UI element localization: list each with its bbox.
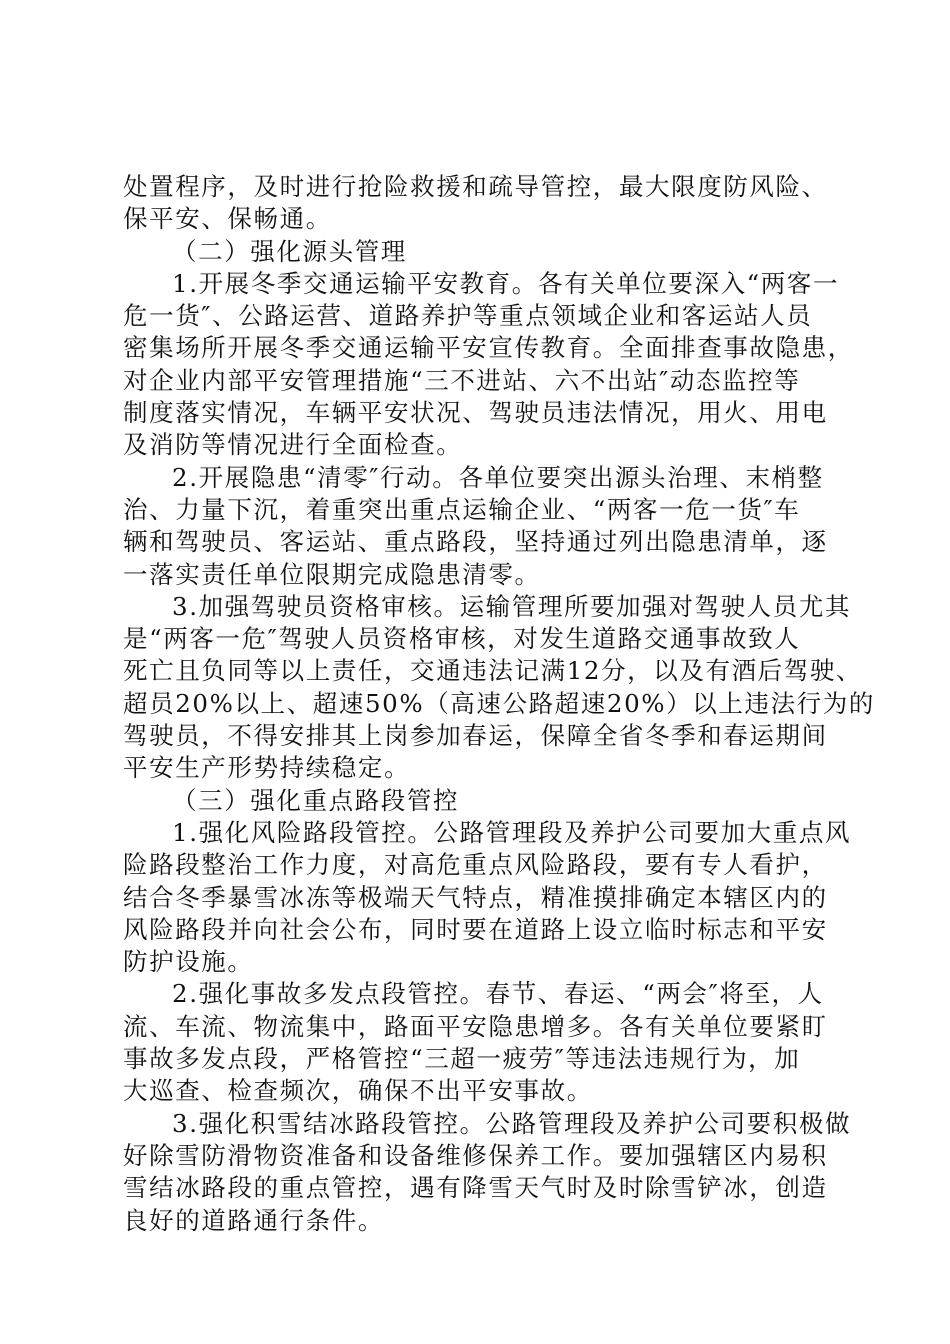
paragraph-line: 一落实责任单位限期完成隐患清零。 xyxy=(123,559,541,589)
paragraph-line: 死亡且负同等以上责任，交通违法记满12分，以及有酒后驾驶、 xyxy=(123,656,863,686)
paragraph-line: 平安生产形势持续稳定。 xyxy=(123,753,411,783)
paragraph-line: 及消防等情况进行全面检查。 xyxy=(123,430,463,460)
paragraph-line: 险路段整治工作力度，对高危重点风险路段，要有专人看护， xyxy=(123,850,828,880)
document-body xyxy=(123,171,875,1237)
paragraph-line: 风险路段并向社会公布，同时要在道路上设立临时标志和平安 xyxy=(123,914,828,944)
paragraph-line: 对企业内部平安管理措施“三不进站、六不出站″动态监控等 xyxy=(123,365,801,395)
paragraph-line: 大巡查、检查频次，确保不出平安事故。 xyxy=(123,1076,593,1106)
paragraph-line: 2.开展隐患“清零″行动。各单位要突出源头治理、末梢整 xyxy=(172,462,824,492)
paragraph-line: 3.强化积雪结冰路段管控。公路管理段及养护公司要积极做 xyxy=(172,1108,852,1138)
paragraph-line: 雪结冰路段的重点管控，遇有降雪天气时及时除雪铲冰，创造 xyxy=(123,1173,828,1203)
paragraph-line: 密集场所开展冬季交通运输平安宣传教育。全面排查事故隐患， xyxy=(123,333,854,363)
paragraph-line: 是“两客一危″驾驶人员资格审核，对发生道路交通事故致人 xyxy=(123,624,801,654)
paragraph-line: 危一货″、公路运营、道路养护等重点领域企业和客运站人员 xyxy=(123,301,813,331)
section-heading: （三）强化重点路段管控 xyxy=(172,785,460,815)
paragraph-line: 好除雪防滑物资准备和设备维修保养工作。要加强辖区内易积 xyxy=(123,1140,828,1170)
paragraph-line: 保平安、保畅通。 xyxy=(123,204,332,234)
paragraph-line: 3.加强驾驶员资格审核。运输管理所要加强对驾驶人员尤其 xyxy=(172,591,852,621)
paragraph-line: 辆和驾驶员、客运站、重点路段，坚持通过列出隐患清单，逐 xyxy=(123,527,828,557)
paragraph-line: 结合冬季暴雪冰冻等极端天气特点，精准摸排确定本辖区内的 xyxy=(123,882,828,912)
paragraph-line: 1.强化风险路段管控。公路管理段及养护公司要加大重点风 xyxy=(172,817,852,847)
paragraph-line: 流、车流、物流集中，路面平安隐患增多。各有关单位要紧盯 xyxy=(123,1011,828,1041)
paragraph-line: 超员20%以上、超速50%（高速公路超速20%）以上违法行为的 xyxy=(123,688,875,718)
paragraph-line: 防护设施。 xyxy=(123,947,254,977)
paragraph-line: 事故多发点段，严格管控“三超一疲劳″等违法违规行为，加 xyxy=(123,1044,801,1074)
paragraph-line: 制度落实情况，车辆平安状况、驾驶员违法情况，用火、用电 xyxy=(123,398,828,428)
paragraph-line: 2.强化事故多发点段管控。春节、春运、“两会″将至，人 xyxy=(172,979,824,1009)
paragraph-line: 1.开展冬季交通运输平安教育。各有关单位要深入“两客一 xyxy=(172,268,840,298)
paragraph-line: 驾驶员，不得安排其上岗参加春运，保障全省冬季和春运期间 xyxy=(123,721,828,751)
paragraph-line: 处置程序，及时进行抢险救援和疏导管控，最大限度防风险、 xyxy=(123,172,828,201)
paragraph-line: 治、力量下沉，着重突出重点运输企业、“两客一危一货″车 xyxy=(123,494,801,524)
paragraph-line: 良好的道路通行条件。 xyxy=(123,1205,384,1235)
section-heading: （二）强化源头管理 xyxy=(172,236,407,266)
